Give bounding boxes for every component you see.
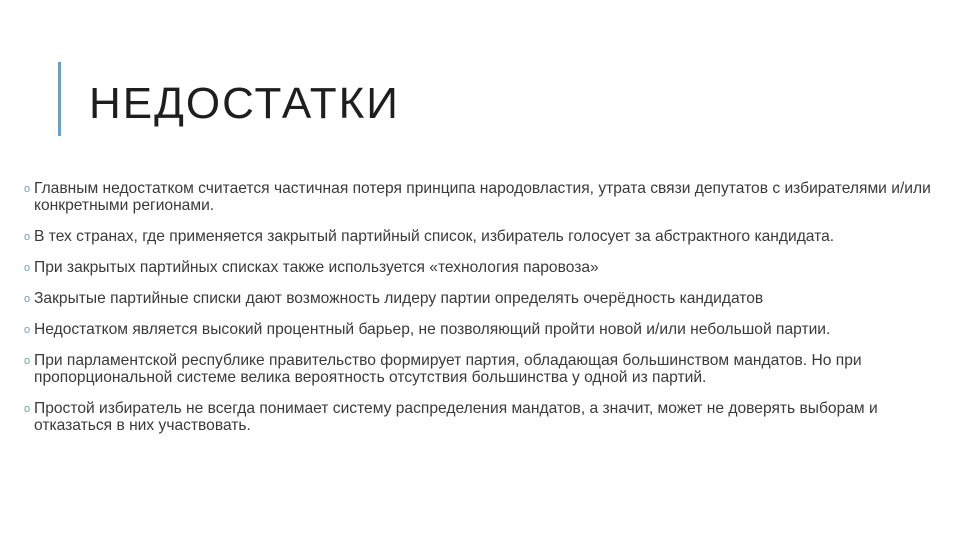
list-item	[22, 259, 942, 276]
list-item-text: В тех странах, где применяется закрытый партийный список, избиратель голосует за абстрактного кандидата.	[34, 228, 835, 245]
list-item-text: Простой избиратель не всегда понимает систему распределения мандатов, а значит, может не доверять выборам и отказаться в них участвовать.	[34, 400, 878, 434]
bullet-icon: o	[24, 262, 31, 274]
bullet-icon: o	[24, 231, 31, 243]
list-item	[22, 180, 942, 214]
bullet-icon: o	[24, 183, 31, 195]
list-item	[22, 321, 942, 338]
list-item-text: Главным недостатком считается частичная потеря принципа народовластия, утрата связи депутатов с избирателями и/или конкретными регионами.	[34, 180, 931, 214]
list-item-text: При парламентской республике правительство формирует партия, обладающая большинством мандатов. Но при пропорциональной системе велика вероятность отсутствия большинства у одной из партий.	[34, 352, 862, 386]
list-item-text: Закрытые партийные списки дают возможность лидеру партии определять очерёдность кандидатов	[34, 290, 764, 307]
title-accent-bar	[58, 62, 61, 136]
list-item-text: При закрытых партийных списках также используется «технология паровоза»	[34, 259, 599, 276]
bullet-list	[22, 180, 942, 448]
list-item	[22, 352, 942, 386]
bullet-icon: o	[24, 403, 31, 415]
bullet-icon: o	[24, 355, 31, 367]
list-item	[22, 290, 942, 307]
list-item-text: Недостатком является высокий процентный барьер, не позволяющий пройти новой и/или небольшой партии.	[34, 321, 831, 338]
bullet-icon: o	[24, 324, 31, 336]
slide-title: НЕДОСТАТКИ	[89, 79, 400, 128]
bullet-icon: o	[24, 293, 31, 305]
list-item	[22, 228, 942, 245]
list-item	[22, 400, 942, 434]
